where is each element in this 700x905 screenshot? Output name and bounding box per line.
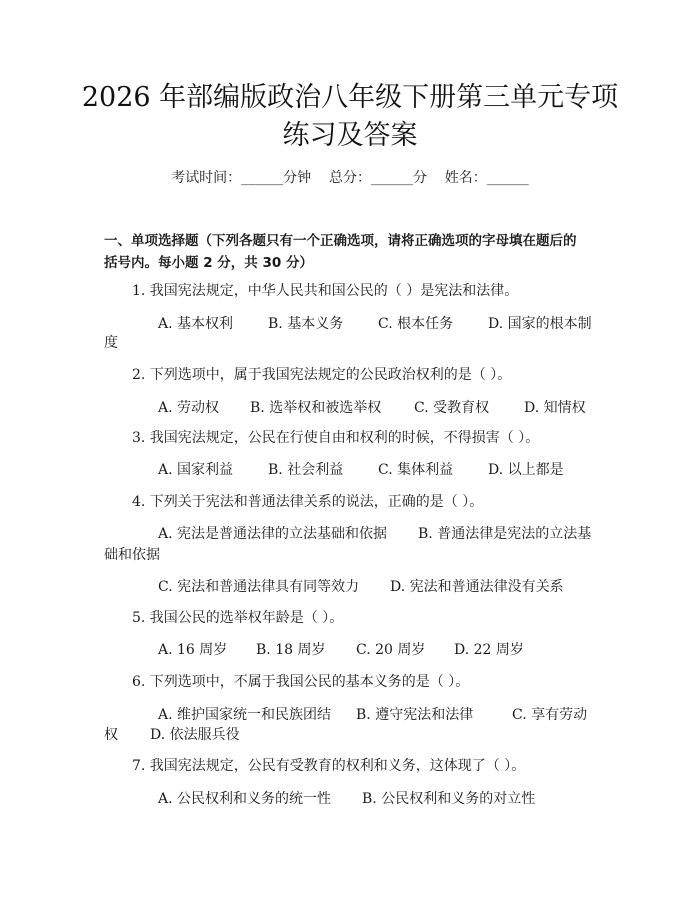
page-title-line-2: 练习及答案 [282, 120, 418, 151]
question-6-options [158, 705, 587, 725]
exam-info: 考试时间：______分钟 总分：______分 姓名：______ [171, 170, 529, 186]
question-5-stem: 5. 我国公民的选举权年龄是（ ）。 [132, 610, 344, 626]
question-4-wrap: 础和依据 [104, 547, 160, 563]
page-title-line-1: 2026 年部编版政治八年级下册第三单元专项 [81, 82, 619, 113]
option-a: A. 16 周岁 [158, 642, 228, 658]
option-b: B. 18 周岁 [256, 642, 326, 658]
question-3-options [158, 460, 564, 480]
question-4-options-line-2 [158, 577, 564, 597]
option-c: C. 集体利益 [378, 462, 454, 478]
option-b: B. 基本义务 [268, 316, 344, 332]
question-7-options [158, 789, 535, 809]
option-a: A. 基本权利 [158, 316, 234, 332]
question-2-options [158, 398, 586, 418]
option-a: A. 公民权利和义务的统一性 [158, 791, 332, 807]
question-7-stem: 7. 我国宪法规定，公民有受教育的权利和义务，这体现了（ ）。 [132, 758, 526, 774]
option-d: D. 22 周岁 [454, 642, 524, 658]
option-c: C. 享有劳动 [512, 707, 588, 723]
option-b: B. 选举权和被选举权 [250, 400, 382, 416]
section-heading-line-1: 一、单项选择题（下列各题只有一个正确选项，请将正确选项的字母填在题后的 [104, 233, 577, 249]
option-a: A. 维护国家统一和民族团结 [158, 707, 332, 723]
option-b: B. 普通法律是宪法的立法基 [418, 526, 592, 542]
option-d: D. 以上都是 [488, 462, 564, 478]
question-1-stem: 1. 我国宪法规定，中华人民共和国公民的（ ）是宪法和法律。 [132, 283, 519, 299]
question-4-stem: 4. 下列关于宪法和普通法律关系的说法，正确的是（ ）。 [132, 494, 484, 510]
option-a: A. 劳动权 [158, 400, 220, 416]
option-d: D. 知情权 [524, 400, 586, 416]
option-b: B. 遵守宪法和法律 [356, 707, 474, 723]
question-6-wrap [104, 725, 240, 745]
option-c: C. 受教育权 [414, 400, 490, 416]
question-3-stem: 3. 我国宪法规定，公民在行使自由和权利的时候，不得损害（ ）。 [132, 430, 540, 446]
option-d: D. 宪法和普通法律没有关系 [390, 579, 564, 595]
question-6-stem: 6. 下列选项中，不属于我国公民的基本义务的是（ ）。 [132, 674, 470, 690]
option-c: C. 宪法和普通法律具有同等效力 [158, 579, 360, 595]
option-d: D. 依法服兵役 [150, 727, 240, 743]
question-2-stem: 2. 下列选项中，属于我国宪法规定的公民政治权利的是（ ）。 [132, 367, 512, 383]
option-b: B. 社会利益 [268, 462, 344, 478]
section-heading [104, 230, 604, 274]
question-6-wrap-text: 权 [104, 727, 118, 743]
option-c: C. 根本任务 [378, 316, 454, 332]
option-d: D. 国家的根本制 [488, 316, 592, 332]
question-4-options-line-1 [158, 524, 591, 544]
option-a: A. 宪法是普通法律的立法基础和依据 [158, 526, 388, 542]
option-c: C. 20 周岁 [356, 642, 426, 658]
section-heading-line-2: 括号内。每小题 2 分，共 30 分） [104, 255, 313, 271]
option-b: B. 公民权利和义务的对立性 [362, 791, 536, 807]
question-1-options [158, 314, 592, 334]
question-5-options [158, 640, 524, 660]
option-a: A. 国家利益 [158, 462, 234, 478]
question-1-wrap: 度 [104, 335, 118, 351]
